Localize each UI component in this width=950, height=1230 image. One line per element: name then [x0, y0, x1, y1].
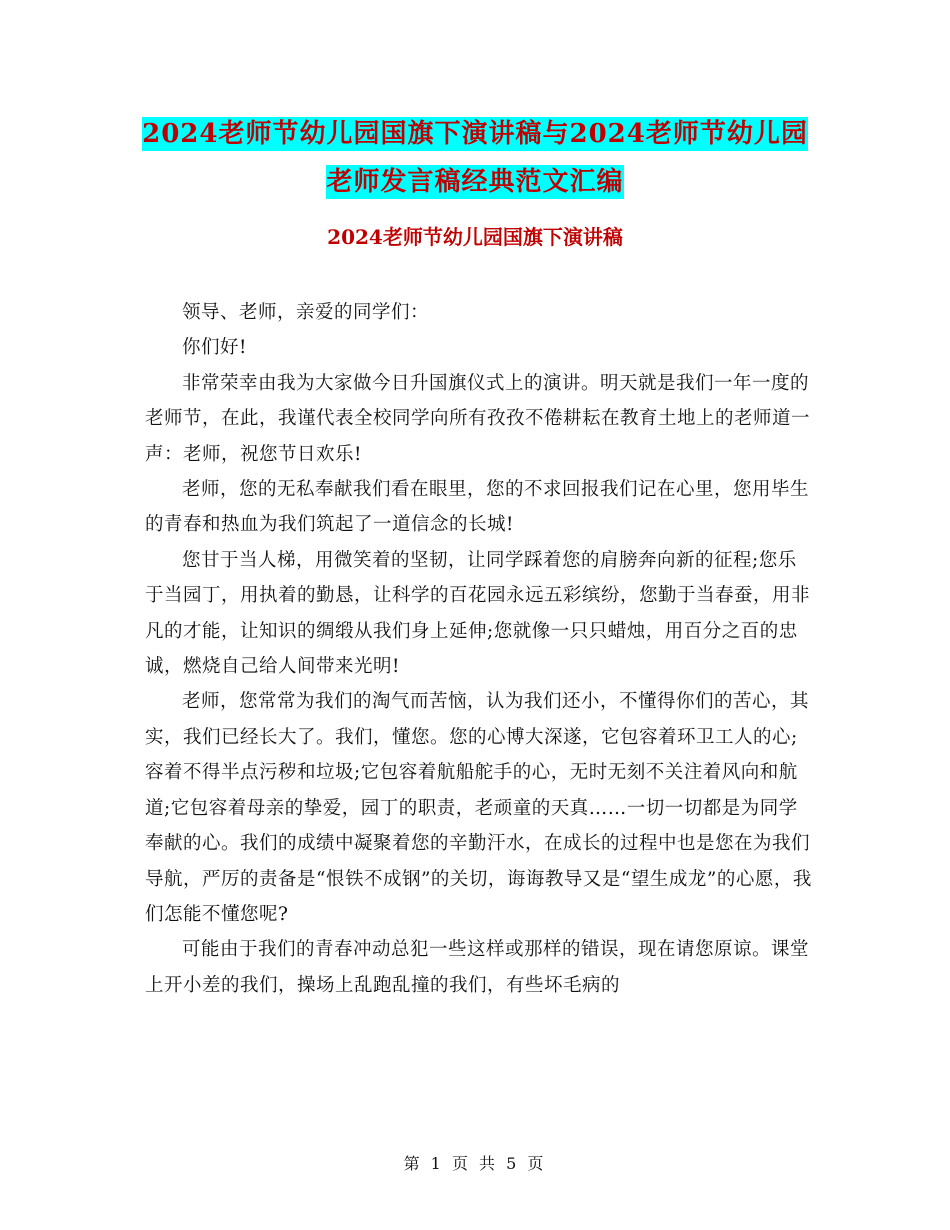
paragraph-7: 可能由于我们的青春冲动总犯一些这样或那样的错误，现在请您原谅。课堂上开小差的我们，操场上乱跑乱撞的我们，有些坏毛病的 — [145, 939, 810, 996]
document-title-line-2: 老师发言稿经典范文汇编 — [326, 167, 624, 197]
paragraph-greeting: 你们好! — [182, 337, 247, 359]
paragraph-6: 老师，您常常为我们的淘气而苦恼，认为我们还小，不懂得你们的苦心，其实，我们已经长大了。我们，懂您。您的心博大深遂，它包容着环卫工人的心;容着不得半点污秽和垃圾;它包容着航船舵手的心，无时无刻不关注着风向和航道;它包容着母亲的挚爱，园丁的职责，老顽童的天真……一切一切都是为同学奉献的心。我们的成绩中凝聚着您的辛勤汗水，在成长的过程中也是您在为我们导航，严厉的责备是“恨铁不成钢”的关切，诲诲教导又是“望生成龙”的心愿，我们怎能不懂您呢? — [145, 691, 812, 925]
page-footer: 第 1 页 共 5 页 — [403, 1154, 547, 1173]
document-title — [100, 110, 850, 206]
paragraph-4: 老师，您的无私奉献我们看在眼里，您的不求回报我们记在心里，您用毕生的青春和热血为我们筑起了一道信念的长城! — [145, 479, 810, 536]
section-title: 2024老师节幼儿园国旗下演讲稿 — [327, 225, 623, 249]
paragraph-salutation: 领导、老师，亲爱的同学们： — [182, 302, 430, 323]
paragraph-3: 非常荣幸由我为大家做今日升国旗仪式上的演讲。明天就是我们一年一度的老师节，在此，我谨代表全校同学向所有孜孜不倦耕耘在教育土地上的老师道一声：老师，祝您节日欢乐! — [145, 372, 811, 465]
paragraph-5: 您甘于当人梯，用微笑着的坚韧，让同学踩着您的肩膀奔向新的征程;您乐于当园丁，用执着的勤恳，让科学的百花园永远五彩缤纷，您勤于当春蚕，用非凡的才能，让知识的绸缎从我们身上延伸;您就像一只只蜡烛，用百分之百的忠诚，燃烧自己给人间带来光明! — [145, 549, 811, 678]
document-title-line-1: 2024老师节幼儿园国旗下演讲稿与2024老师节幼儿园 — [142, 119, 808, 149]
body-text — [145, 295, 813, 1003]
